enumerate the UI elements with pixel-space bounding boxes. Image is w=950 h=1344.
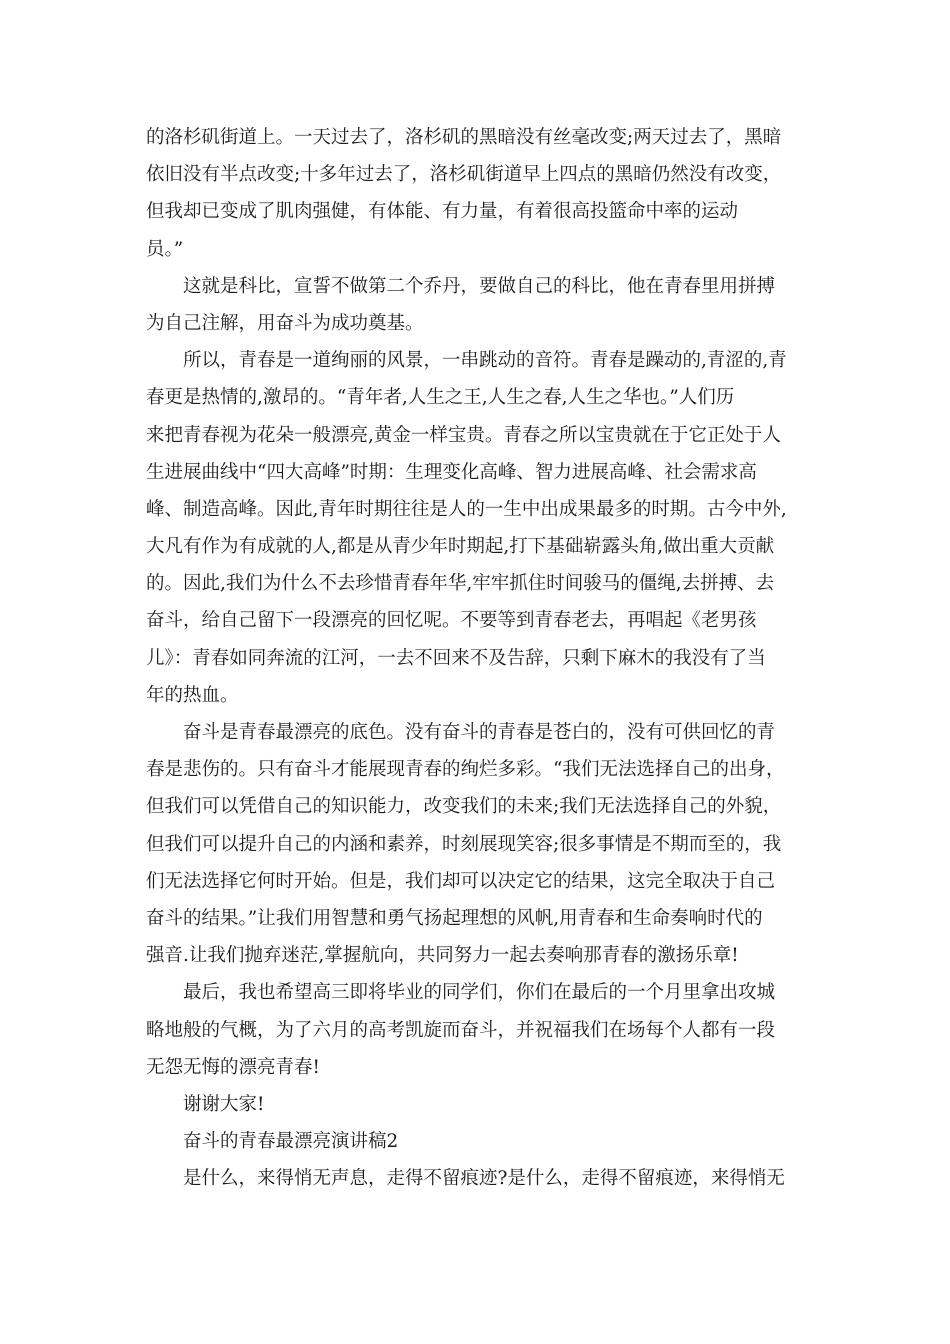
paragraph-start-line: 是什么，来得悄无声息，走得不留痕迹?是什么，走得不留痕迹，来得悄无: [183, 1168, 785, 1190]
text-line: 但我们可以凭借自己的知识能力，改变我们的未来;我们无法选择自己的外貌，: [146, 796, 782, 818]
text-line: 无怨无悔的漂亮青春!: [146, 1056, 320, 1078]
paragraph-start-line: 所以，青春是一道绚丽的风景，一串跳动的音符。青春是躁动的,青涩的,青: [183, 350, 787, 372]
text-line: 峰、制造高峰。因此,青年时期往往是人的一生中出成果最多的时期。古今中外,: [146, 498, 787, 520]
text-line: 员。”: [146, 238, 184, 260]
text-line: 们无法选择它何时开始。但是，我们却可以决定它的结果，这完全取决于自己: [146, 870, 776, 892]
text-line: 但我们可以提升自己的内涵和素养，时刻展现笑容;很多事情是不期而至的，我: [146, 833, 782, 855]
text-line: 强音.让我们抛弃迷茫,掌握航向，共同努力一起去奏响那青春的激扬乐章!: [146, 945, 739, 967]
text-line: 春是悲伤的。只有奋斗才能展现青春的绚烂多彩。“我们无法选择自己的出身，: [146, 759, 785, 781]
paragraph-start-line: 这就是科比，宣誓不做第二个乔丹，要做自己的科比，他在青春里用拼搏: [183, 275, 776, 297]
text-line: 年的热血。: [146, 684, 239, 706]
paragraph-start-line: 最后，我也希望高三即将毕业的同学们，你们在最后的一个月里拿出攻城: [183, 982, 776, 1004]
text-line: 儿》：青春如同奔流的江河，一去不回来不及告辞，只剩下麻木的我没有了当: [146, 647, 766, 669]
text-line: 为自己注解，用奋斗为成功奠基。: [146, 312, 424, 334]
document-body: [146, 119, 812, 1197]
text-line: 来把青春视为花朵一般漂亮,黄金一样宝贵。青春之所以宝贵就在于它正处于人: [146, 424, 781, 446]
text-line: 大凡有作为有成就的人,都是从青少年时期起,打下基础崭露头角,做出重大贡献: [146, 536, 775, 558]
closing-line: 谢谢大家!: [183, 1093, 265, 1115]
paragraph-start-line: 奋斗是青春最漂亮的底色。没有奋斗的青春是苍白的，没有可供回忆的青: [183, 722, 776, 743]
text-line: 奋斗的结果。”让我们用智慧和勇气扬起理想的风帆,用青春和生命奏响时代的: [146, 907, 763, 929]
text-line: 的。因此,我们为什么不去珍惜青春年华,牢牢抓住时间骏马的僵绳,去拼搏、去: [146, 573, 775, 595]
section-heading: 奋斗的青春最漂亮演讲稿2: [183, 1131, 399, 1153]
text-line: 但我却已变成了肌肉强健，有体能、有力量，有着很高投篮命中率的运动: [146, 201, 739, 223]
text-line: 略地般的气概，为了六月的高考凯旋而奋斗，并祝福我们在场每个人都有一段: [146, 1019, 776, 1041]
text-line: 奋斗，给自己留下一段漂亮的回忆呢。不要等到青春老去，再唱起《老男孩: [146, 610, 757, 632]
text-line: 依旧没有半点改变;十多年过去了，洛杉矶街道早上四点的黑暗仍然没有改变，: [146, 164, 782, 186]
text-line: 的洛杉矶街道上。一天过去了，洛杉矶的黑暗没有丝毫改变;两天过去了，黑暗: [146, 127, 782, 148]
text-line: 生进展曲线中“四大高峰”时期：生理变化高峰、智力进展高峰、社会需求高: [146, 461, 757, 483]
text-line: 春更是热情的,激昂的。“青年者,人生之王,人生之春,人生之华也。”人们历: [146, 387, 735, 409]
